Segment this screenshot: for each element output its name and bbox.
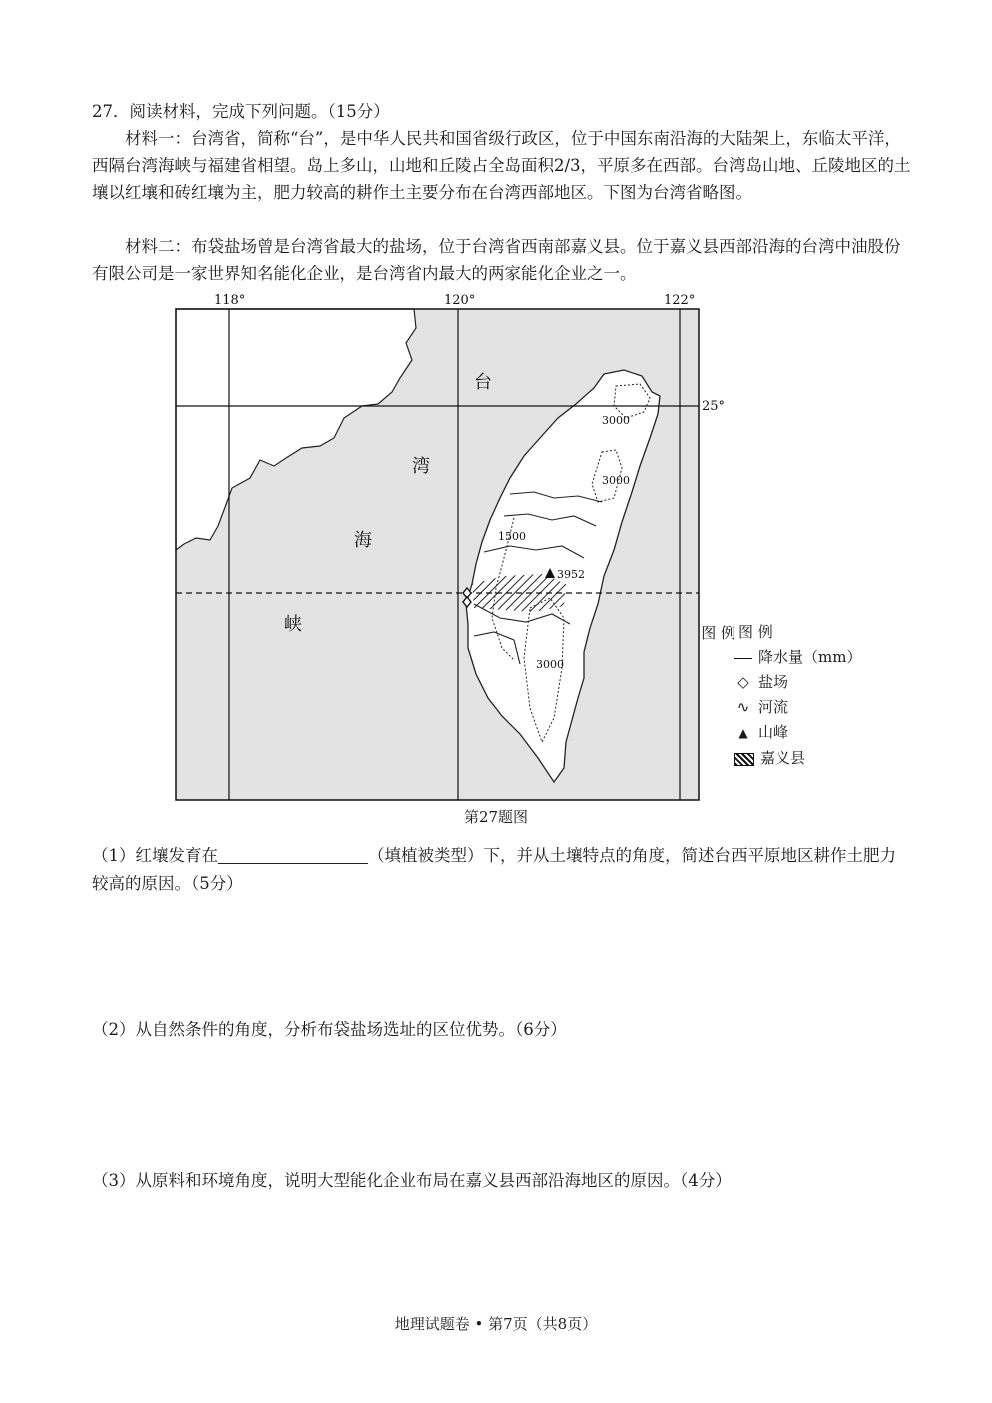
isoline-value: 1500 <box>498 530 526 543</box>
sea-char-3: 海 <box>354 530 372 551</box>
legend-item-chiayi: 嘉义县 <box>734 746 904 771</box>
material-one: 材料一：台湾省，简称“台”，是中华人民共和国省级行政区，位于中国东南沿海的大陆架上，东临太平洋，西隔台湾海峡与福建省相望。岛上多山，山地和丘陵占全岛面积2/3，平原多在西部。台湾岛山地、丘陵地区的土壤以红壤和砖红壤为主，肥力较高的耕作土主要分布在台湾西部地区。下图为台湾省略图。 <box>92 129 911 202</box>
page-footer: 地理试题卷 • 第7页（共8页） <box>394 1315 598 1333</box>
lon-label-120: 120° <box>444 293 476 308</box>
legend-title: 图 例 <box>701 624 734 642</box>
figure-caption: 第27题图 <box>463 808 529 826</box>
lon-label-118: 118° <box>214 293 246 308</box>
diamond-icon: ◇ <box>737 673 749 691</box>
legend-item-rainfall: 降水量（mm） <box>734 645 904 670</box>
line-icon <box>734 658 752 659</box>
sea-char-4: 峡 <box>284 614 302 635</box>
sub-question-1: （1）红壤发育在 （填植被类型）下，并从土壤特点的角度，简述台西平原地区耕作土肥力较高的原因。（5分） <box>92 846 896 893</box>
lat-label-25: 25° <box>702 399 726 414</box>
fill-in-blank[interactable] <box>218 845 368 864</box>
isoline-value: 3000 <box>602 474 630 487</box>
map-legend <box>701 624 734 642</box>
legend-panel <box>734 620 904 771</box>
hatch-icon <box>734 753 754 766</box>
taiwan-map <box>174 288 734 803</box>
lon-label-122: 122° <box>664 293 696 308</box>
sea-char-2: 湾 <box>412 456 430 477</box>
sub-question-3: （3）从原料和环境角度，说明大型能化企业布局在嘉义县西部沿海地区的原因。（4分） <box>92 1171 732 1190</box>
sea-char-1: 台 <box>474 372 492 393</box>
legend-item-salt: ◇ 盐场 <box>734 670 904 695</box>
triangle-icon: ▲ <box>738 726 748 740</box>
legend-item-river: ∿ 河流 <box>734 695 904 720</box>
material-two: 材料二：布袋盐场曾是台湾省最大的盐场，位于台湾省西南部嘉义县。位于嘉义县西部沿海的台湾中油股份有限公司是一家世界知名能化企业，是台湾省内最大的两家能化企业之一。 <box>92 237 901 283</box>
isoline-value: 3000 <box>536 658 564 671</box>
river-icon: ∿ <box>736 698 750 716</box>
peak-elevation: 3952 <box>557 568 585 581</box>
sub-question-2: （2）从自然条件的角度，分析布袋盐场选址的区位优势。（6分） <box>92 1020 567 1039</box>
isoline-value: 3000 <box>602 414 630 427</box>
legend-item-peak: ▲ 山峰 <box>734 720 904 746</box>
question-title: 27．阅读材料，完成下列问题。（15分） <box>92 102 390 121</box>
legend-title: 图 例 <box>738 623 773 641</box>
